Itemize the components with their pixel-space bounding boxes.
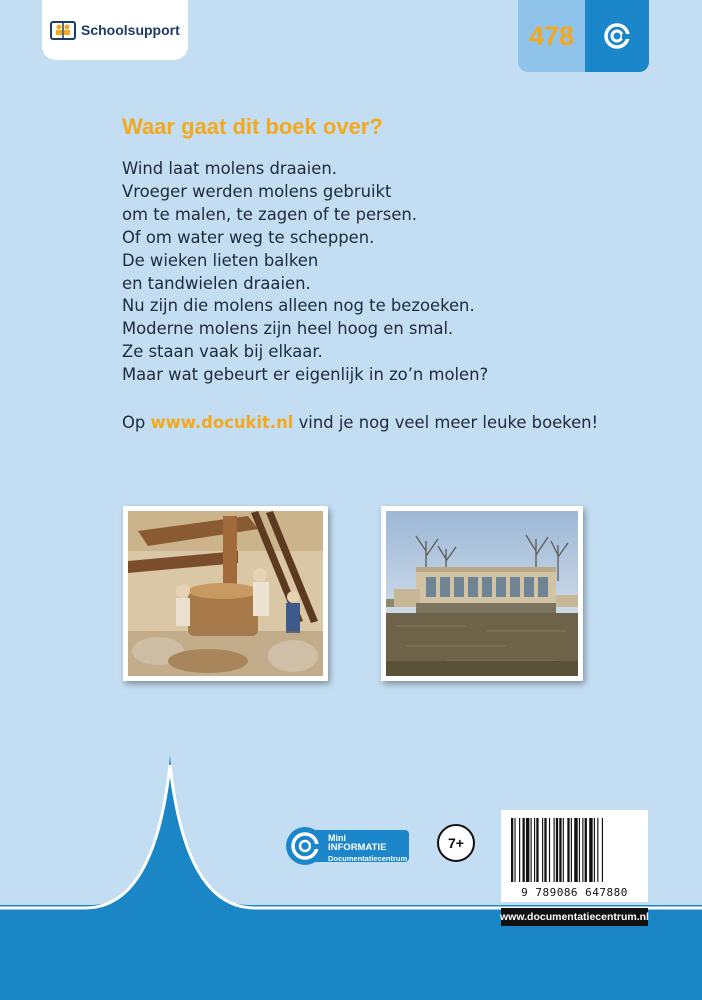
text-line: Vroeger werden molens gebruikt bbox=[122, 181, 392, 201]
barcode-bar bbox=[523, 818, 525, 882]
barcode-bar bbox=[556, 818, 558, 882]
barcode-bar bbox=[542, 818, 543, 882]
text-line: om te malen, te zagen of te persen. bbox=[122, 204, 418, 224]
text-line: Of om water weg te scheppen. bbox=[122, 227, 375, 247]
book-number-tab bbox=[518, 0, 649, 72]
barcode-bar bbox=[563, 818, 564, 882]
publisher-tab bbox=[42, 0, 188, 60]
website-prefix: Op bbox=[122, 413, 151, 432]
barcode-bar bbox=[534, 818, 535, 882]
series-logo-tab bbox=[585, 0, 649, 72]
description-text bbox=[122, 158, 622, 387]
barcode-bar bbox=[602, 818, 603, 882]
barcode-bar bbox=[567, 818, 569, 882]
text-line: De wieken lieten balken bbox=[122, 250, 319, 270]
website-line bbox=[122, 413, 642, 432]
barcode-bar bbox=[579, 818, 580, 882]
book-number: 478 bbox=[518, 0, 585, 72]
barcode-bar bbox=[554, 818, 555, 882]
barcode-bar bbox=[589, 818, 592, 882]
barcode-bar bbox=[549, 818, 550, 882]
barcode-bar bbox=[559, 818, 561, 882]
barcode bbox=[501, 810, 648, 902]
publisher-website[interactable]: www.documentatiecentrum.nl bbox=[501, 908, 648, 926]
age-badge: 7+ bbox=[437, 824, 475, 862]
barcode-bar bbox=[582, 818, 583, 882]
series-label bbox=[328, 833, 407, 864]
barcode-bar bbox=[594, 818, 595, 882]
isbn-number: 9 789086 647880 bbox=[521, 886, 628, 899]
barcode-bar bbox=[571, 818, 572, 882]
barcode-bar bbox=[531, 818, 532, 882]
photo-pumping-station bbox=[381, 506, 583, 681]
text-line: Moderne molens zijn heel hoog en smal. bbox=[122, 319, 454, 339]
barcode-bars bbox=[509, 818, 640, 884]
book-logo-icon bbox=[50, 19, 76, 41]
text-line: en tandwielen draaien. bbox=[122, 273, 311, 293]
barcode-bar bbox=[597, 818, 598, 882]
website-suffix: vind je nog veel meer leuke boeken! bbox=[293, 413, 599, 432]
spiral-logo-icon bbox=[603, 22, 631, 50]
series-line2: INFORMATIE bbox=[328, 842, 387, 853]
barcode-bar bbox=[574, 818, 577, 882]
page-title: Waar gaat dit boek over? bbox=[122, 114, 383, 139]
text-line: Maar wat gebeurt er eigenlijk in zo’n molen? bbox=[122, 365, 489, 385]
text-line: Ze staan vaak bij elkaar. bbox=[122, 342, 323, 362]
barcode-bar bbox=[526, 818, 529, 882]
barcode-bar bbox=[536, 818, 538, 882]
series-line1: Mini bbox=[328, 833, 346, 843]
text-line: Wind laat molens draaien. bbox=[122, 159, 337, 178]
photo-mill-interior bbox=[123, 506, 328, 681]
text-line: Nu zijn die molens alleen nog te bezoeken. bbox=[122, 296, 475, 316]
publisher-name: Schoolsupport bbox=[81, 22, 180, 38]
barcode-bar bbox=[519, 818, 520, 882]
barcode-bar bbox=[544, 818, 546, 882]
series-line3: Documentatiecentrum bbox=[328, 854, 408, 863]
website-link[interactable]: www.docukit.nl bbox=[150, 413, 294, 432]
barcode-bar bbox=[585, 818, 587, 882]
barcode-bar bbox=[511, 818, 513, 882]
barcode-bar bbox=[514, 818, 515, 882]
